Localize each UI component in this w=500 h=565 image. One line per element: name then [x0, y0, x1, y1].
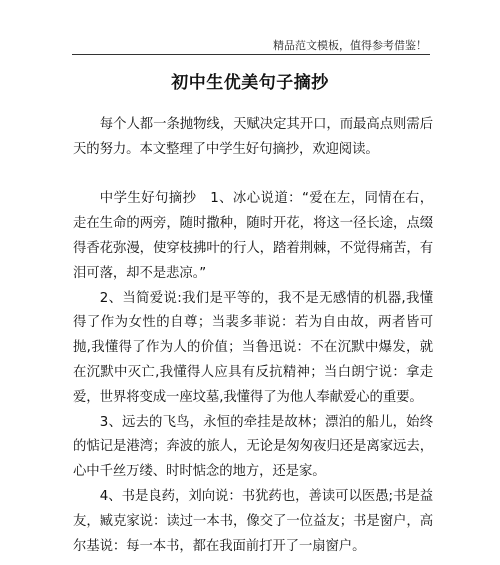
- paragraph-intro: 每个人都一条抛物线，天赋决定其开口，而最高点则需后天的努力。本文整理了中学生好句摘抄，欢迎阅读。: [73, 117, 433, 157]
- paragraph-2: 2、当简爱说:我们是平等的，我不是无感情的机器,我懂得了作为女性的自尊；当裴多菲说：若为自由故，两者皆可抛,我懂得了作为人的价值；当鲁迅说：不在沉默中爆发，就在沉默中灭亡,我懂得人应具有反抗精神；当白朗宁说：拿走爱，世界将变成一座坟墓,我懂得了为他人奉献爱心的重要。: [73, 290, 433, 405]
- header-divider: [72, 54, 430, 55]
- paragraph-4: 4、书是良药，刘向说：书犹药也，善读可以医愚;书是益友，臧克家说：读过一本书，像交了一位益友；书是窗户，高尔基说：每一本书，都在我面前打开了一扇窗户。: [73, 488, 433, 554]
- header-note: 精品范文模板，值得参考借鉴！: [273, 39, 427, 52]
- document-title: 初中生优美句子摘抄: [171, 73, 329, 93]
- paragraph-3: 3、远去的飞鸟，永恒的牵挂是故林；漂泊的船儿，始终的惦记是港湾；奔波的旅人，无论是匆匆夜归还是离家远去，心中千丝万缕、时时惦念的地方，还是家。: [73, 414, 433, 480]
- document-body: [73, 113, 433, 559]
- paragraph-1: 中学生好句摘抄 1、冰心说道：“爱在左，同情在右，走在生命的两旁，随时撒种，随时开花，将这一径长途，点缀得香花弥漫，使穿枝拂叶的行人，踏着荆棘，不觉得痛苦，有泪可落，却不是悲凉。”: [73, 191, 433, 281]
